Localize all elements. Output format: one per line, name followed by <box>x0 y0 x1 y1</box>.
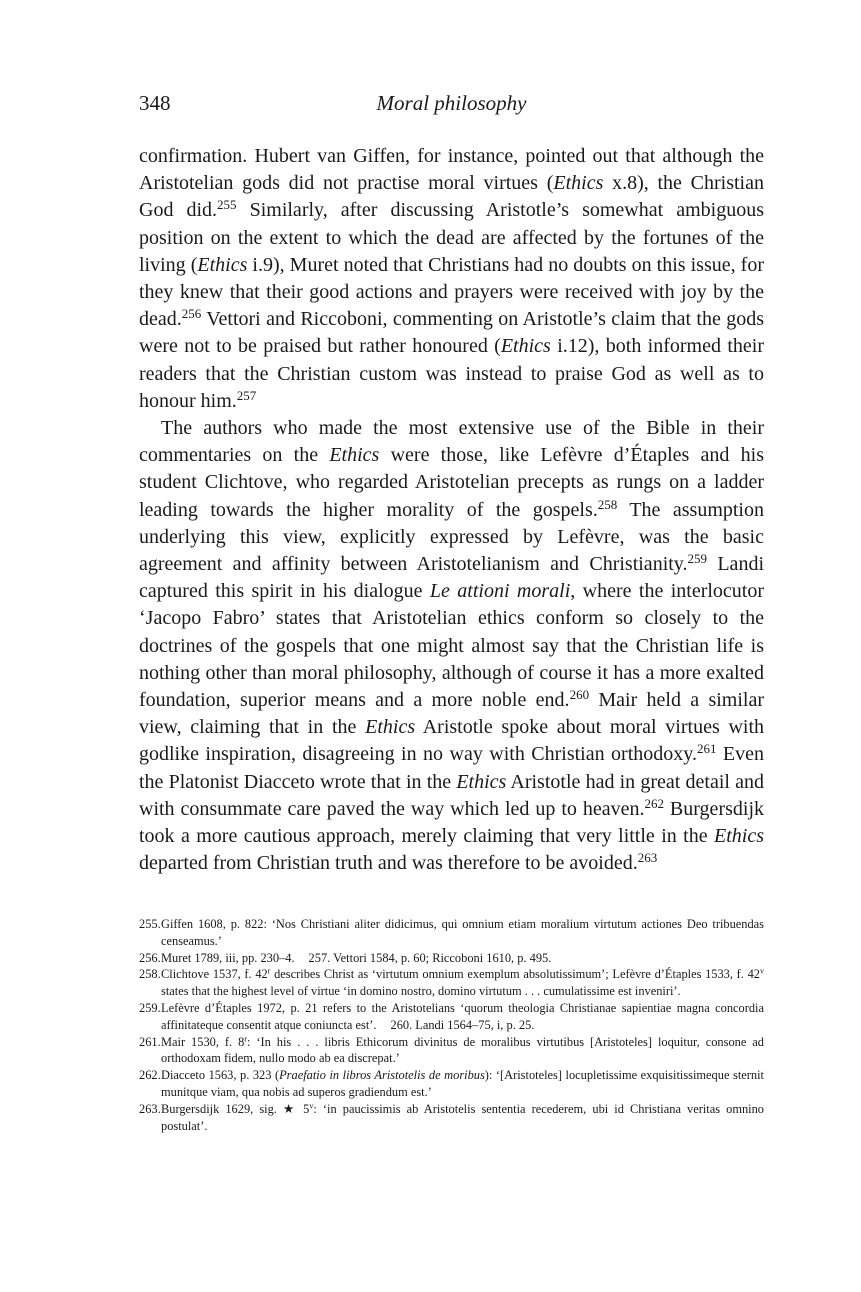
paragraph: The authors who made the most extensive use of the Bible in their commentaries on the Ethics were those, like Lefèvre d’Étaples and his student Clichtove, who regarded Aristotelian precepts as rungs on a ladder leading towards the higher morality of the gospels.$^{258}$ The assumption underlying this view, explicitly expressed by Lefèvre, was the basic agreement and affinity between Aristotelianism and Christianity.$^{259}$ Landi captured this spirit in his dialogue Le attioni morali, where the interlocutor ‘Jacopo Fabro’ states that Aristotelian ethics conform so closely to the doctrines of the gospels that one might almost say that the Christian life is nothing other than moral philosophy, although of course it has a more exalted foundation, superior means and a more noble end.$^{260}$ Mair held a similar view, claiming that in the Ethics Aristotle spoke about moral virtues with godlike inspiration, disagreeing in no way with Christian orthodoxy.$^{261}$ Even the Platonist Diacceto wrote that in the Ethics Aristotle had in great detail and with consummate care paved the way which led up to heaven.$^{262}$ Burgersdijk took a more cautious approach, merely claiming that very little in the Ethics departed from Christian truth and was therefore to be avoided.$^{263}$ <box>139 417 765 875</box>
work-title: Praefatio in libros Aristotelis de moribus <box>279 1068 485 1083</box>
page-header <box>139 86 764 120</box>
book-page <box>139 0 764 1292</box>
footnote-256 <box>139 950 764 967</box>
work-title: Ethics <box>500 335 551 358</box>
footnote-text: Lefèvre d’Étaples 1972, p. 21 refers to the Aristotelians ‘quorum theologia Christianae sapientiae magna concordia affinitateque consentit atque coniuncta est’. <box>161 1000 764 1032</box>
running-head: Moral philosophy <box>376 91 527 115</box>
footnote-number: 257. <box>308 950 331 965</box>
footnote-263: 263. Burgersdijk 1629, sig. ★ 5$^v$: ‘in paucissimis ab Aristotelis sententia recederem, ubi id Christiana veritas omnino postulat’. <box>139 1101 764 1133</box>
note-reference: 257 <box>236 387 257 403</box>
work-title: Ethics <box>714 825 764 848</box>
footnote-number: 263. <box>139 1101 161 1116</box>
body-text <box>139 143 764 877</box>
footnote-number: 259. <box>139 1000 161 1015</box>
note-reference: 260 <box>569 686 590 702</box>
page-number: 348 <box>139 91 171 115</box>
work-title: Ethics <box>197 253 248 276</box>
note-reference: 259 <box>687 550 708 566</box>
footnotes <box>139 916 764 1134</box>
note-reference: 263 <box>637 850 658 866</box>
footnote-261: 261. Mair 1530, f. 8$^r$: ‘In his . . . libris Ethicorum divinitus de moralibus virtutibus [Aristoteles] loquitur, consone ad orthodoxam fidem, nullo modo ab ea discrepat.’ <box>139 1034 764 1066</box>
work-title: Ethics <box>365 716 416 739</box>
footnote-text: Vettori 1584, p. 60; Riccoboni 1610, p. 495. <box>333 950 552 965</box>
work-title: Ethics <box>553 172 604 195</box>
paragraph: confirmation. Hubert van Giffen, for instance, pointed out that although the Aristotelian gods did not practise moral virtues (Ethics x.8), the Christian God did.$^{255}$ Similarly, after discussing Aristotle’s somewhat ambiguous position on the extent to which the dead are affected by the fortunes of the living (Ethics i.9), Muret noted that Christians had no doubts on this issue, for they knew that their good actions and prayers were received with joy by the dead.$^{256}$ Vettori and Riccoboni, commenting on Aristotle’s claim that the gods were not to be praised but rather honoured (Ethics i.12), both informed their readers that the Christian custom was instead to praise God as well as to honour him.$^{257}$ <box>139 145 764 412</box>
note-reference: 255 <box>217 197 237 213</box>
note-reference: 258 <box>597 496 618 512</box>
note-reference: 261 <box>696 741 717 757</box>
footnote-259 <box>139 1000 764 1034</box>
footnote-text: Muret 1789, iii, pp. 230–4. <box>161 950 295 965</box>
footnote-255 <box>139 916 764 950</box>
work-title: Ethics <box>456 770 507 793</box>
note-reference: 256 <box>181 306 202 322</box>
footnote-number: 255. <box>139 917 161 931</box>
work-title: Ethics <box>329 444 380 467</box>
note-reference: 262 <box>644 795 664 811</box>
footnote-number: 256. <box>139 950 161 965</box>
footnote-number: 258. <box>139 967 161 982</box>
footnote-258: 258. Clichtove 1537, f. 42$^r$ describes Christ as ‘virtutum omnium exemplum absolutissimum’; Lefèvre d’Étaples 1533, f. 42$^v$ states that the highest level of virtue ‘in domino nostro, domino virtutum . . . cumulatissime est inveniri’. <box>139 966 764 999</box>
footnote-number: 262. <box>139 1068 161 1083</box>
footnote-number: 260. <box>390 1017 413 1032</box>
footnote-number: 261. <box>139 1034 161 1049</box>
work-title: Le attioni morali <box>429 580 571 603</box>
footnote-text: Landi 1564–75, i, p. 25. <box>415 1017 535 1032</box>
footnote-text: Giffen 1608, p. 822: ‘Nos Christiani aliter didicimus, qui omnium etiam moralium virtutum actiones Deo tribuendas censeamus.’ <box>161 917 764 948</box>
footnote-262: 262. Diacceto 1563, p. 323 (Praefatio in libros Aristotelis de moribus): ‘[Aristoteles] locupletissime exquisitissimeque sternit munitque viam, qua nobis ad superos gradiendum est.’ <box>139 1068 764 1099</box>
